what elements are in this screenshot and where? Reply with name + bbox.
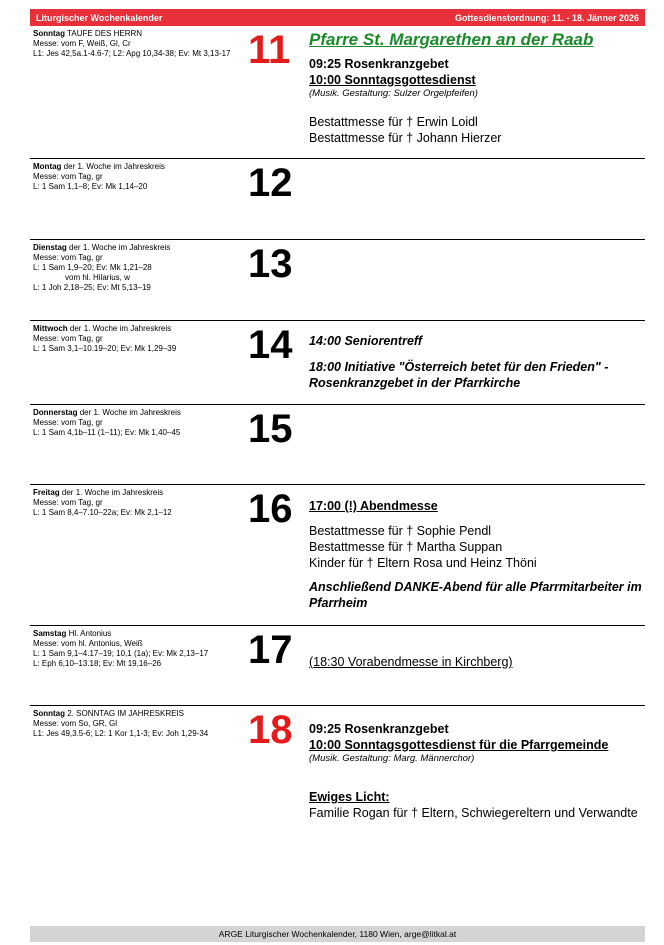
event-note: (Musik. Gestaltung: Marg. Männerchor) — [309, 753, 475, 764]
events — [309, 30, 649, 146]
event: Bestattmesse für † Johann Hierzer — [309, 131, 502, 145]
event: Bestattmesse für † Erwin Loidl — [309, 115, 478, 129]
events — [309, 721, 649, 821]
day-sunday-18 — [30, 705, 645, 921]
event: 10:00 Sonntagsgottesdienst — [309, 73, 476, 87]
parish-name: Pfarre St. Margarethen an der Raab — [309, 30, 594, 49]
day-number: 15 — [248, 407, 293, 451]
event: Bestattmesse für † Sophie Pendl — [309, 524, 492, 538]
event-heading: Ewiges Licht: — [309, 790, 390, 804]
event: 14:00 Seniorentreff — [309, 334, 423, 348]
day-sunday-11 — [30, 26, 645, 158]
day-number: 11 — [248, 28, 291, 72]
liturgy-info: Mittwoch der 1. Woche im Jahreskreis Messe: vom Tag, gr L: 1 Sam 3,1–10.19–20; Ev: Mk 1,29–39 — [33, 324, 177, 353]
liturgy-info: Sonntag TAUFE DES HERRN Messe: vom F, Weiß, Gl, Cr L1: Jes 42,5a.1-4.6-7; L2: Apg 10,34-38; Ev: Mt 3,13-17 — [33, 29, 231, 58]
day-saturday-17 — [30, 625, 645, 706]
events — [309, 654, 649, 670]
event: (18:30 Vorabendmesse in Kirchberg) — [309, 655, 513, 669]
day-monday-12 — [30, 158, 645, 240]
events — [309, 333, 649, 391]
event: 10:00 Sonntagsgottesdienst für die Pfarrgemeinde — [309, 738, 609, 752]
header-date-range: Gottesdienstordnung: 11. - 18. Jänner 2026 — [454, 12, 639, 23]
day-friday-16 — [30, 484, 645, 626]
day-tuesday-13 — [30, 239, 645, 321]
liturgy-info: Sonntag 2. SONNTAG IM JAHRESKREIS Messe: vom So, GR, Gl L1: Jes 49,3.5-6; L2: 1 Kor 1,1-3; Ev: Joh 1,29-34 — [33, 709, 209, 738]
event: 18:00 Initiative "Österreich betet für den Frieden" - Rosenkranzgebet in der Pfarrkirche — [309, 360, 609, 390]
liturgy-info: Dienstag der 1. Woche im Jahreskreis Messe: vom Tag, gr L: 1 Sam 1,9–20; Ev: Mk 1,21–28 vom hl. Hilarius, w L: 1 Joh 2,18–25; Ev: Mt 5,13–19 — [33, 243, 171, 292]
event: 09:25 Rosenkranzgebet — [309, 57, 449, 71]
events — [309, 498, 649, 611]
event-note: (Musik. Gestaltung: Sulzer Orgelpfeifen) — [309, 88, 478, 99]
liturgy-info: Samstag Hl. Antonius Messe: vom hl. Antonius, Weiß L: 1 Sam 9,1–4.17–19; 10,1 (1a); Ev: Mk 2,13–17 L: Eph 6,10–13.18; Ev: Mt 19,16–26 — [33, 629, 209, 668]
day-thursday-15 — [30, 404, 645, 485]
event: Anschließend DANKE-Abend für alle Pfarrmitarbeiter im Pfarrheim — [309, 580, 642, 610]
day-number: 17 — [248, 628, 293, 672]
event: Bestattmesse für † Martha Suppan — [309, 540, 503, 554]
liturgy-info: Donnerstag der 1. Woche im Jahreskreis Messe: vom Tag, gr L: 1 Sam 4,1b–11 (1–11); Ev: Mk 1,40–45 — [33, 408, 181, 437]
footer: ARGE Liturgischer Wochenkalender, 1180 Wien, arge@litkal.at — [30, 926, 645, 942]
liturgy-info: Montag der 1. Woche im Jahreskreis Messe: vom Tag, gr L: 1 Sam 1,1–8; Ev: Mk 1,14–20 — [33, 162, 165, 191]
liturgy-info: Freitag der 1. Woche im Jahreskreis Messe: vom Tag, gr L: 1 Sam 8,4–7.10–22a; Ev: Mk 2,1–12 — [33, 488, 172, 517]
day-number: 14 — [248, 323, 293, 367]
event: 17:00 (!) Abendmesse — [309, 499, 438, 513]
header-title: Liturgischer Wochenkalender — [36, 12, 163, 23]
day-number: 13 — [248, 242, 293, 286]
event: 09:25 Rosenkranzgebet — [309, 722, 449, 736]
day-number: 12 — [248, 161, 293, 205]
header-bar — [30, 9, 645, 26]
day-number: 18 — [248, 708, 293, 752]
day-wednesday-14 — [30, 320, 645, 405]
event: Familie Rogan für † Eltern, Schwiegereltern und Verwandte — [309, 806, 638, 820]
event: Kinder für † Eltern Rosa und Heinz Thöni — [309, 556, 537, 570]
day-number: 16 — [248, 487, 293, 531]
